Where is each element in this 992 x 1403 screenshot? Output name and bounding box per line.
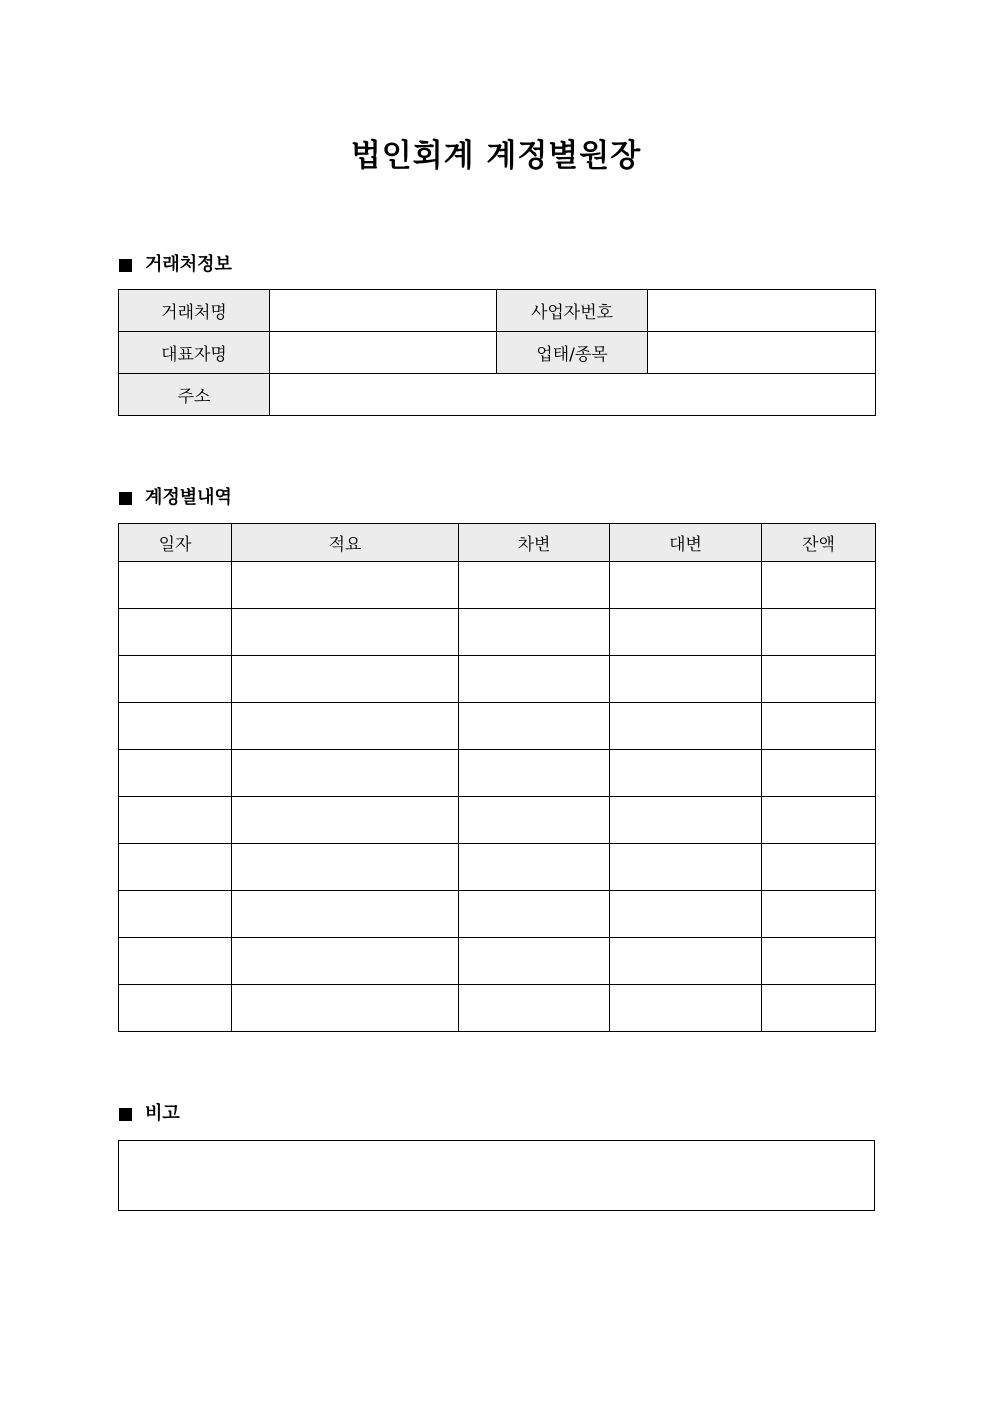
client-info-row (119, 332, 876, 374)
business-type-field[interactable] (648, 332, 876, 374)
ledger-cell-credit[interactable] (610, 985, 762, 1032)
ledger-row (119, 656, 876, 703)
client-info-heading-text: 거래처정보 (145, 254, 232, 275)
ledger-cell-credit[interactable] (610, 562, 762, 609)
ledger-cell-date[interactable] (119, 562, 232, 609)
ledger-cell-debit[interactable] (459, 609, 610, 656)
ledger-cell-debit[interactable] (459, 562, 610, 609)
ledger-cell-debit[interactable] (459, 797, 610, 844)
ledger-row (119, 844, 876, 891)
ledger-row (119, 609, 876, 656)
ledger-cell-credit[interactable] (610, 797, 762, 844)
ledger-cell-description[interactable] (232, 656, 459, 703)
page-title: 법인회계 계정별원장 (350, 138, 642, 174)
ledger-header-row (119, 524, 876, 562)
ledger-cell-balance[interactable] (762, 656, 876, 703)
ledger-cell-credit[interactable] (610, 750, 762, 797)
square-bullet-icon (119, 1108, 132, 1121)
column-header-debit: 차변 (459, 524, 610, 562)
ledger-row (119, 891, 876, 938)
ledger-body (119, 562, 876, 1032)
ledger-cell-date[interactable] (119, 750, 232, 797)
ledger-cell-description[interactable] (232, 938, 459, 985)
column-header-description: 적요 (232, 524, 459, 562)
ledger-cell-description[interactable] (232, 750, 459, 797)
ledger-table (118, 523, 876, 1032)
ledger-cell-description[interactable] (232, 797, 459, 844)
representative-label: 대표자명 (119, 332, 270, 374)
client-info-heading (119, 252, 232, 278)
ledger-row (119, 703, 876, 750)
remarks-heading-text: 비고 (145, 1103, 180, 1124)
ledger-cell-balance[interactable] (762, 609, 876, 656)
business-number-label: 사업자번호 (497, 290, 648, 332)
ledger-cell-date[interactable] (119, 938, 232, 985)
ledger-cell-balance[interactable] (762, 985, 876, 1032)
business-number-field[interactable] (648, 290, 876, 332)
ledger-cell-description[interactable] (232, 562, 459, 609)
ledger-cell-credit[interactable] (610, 844, 762, 891)
square-bullet-icon (119, 492, 132, 505)
ledger-heading (119, 485, 232, 511)
representative-field[interactable] (270, 332, 497, 374)
ledger-cell-credit[interactable] (610, 656, 762, 703)
ledger-cell-date[interactable] (119, 891, 232, 938)
column-header-date: 일자 (119, 524, 232, 562)
ledger-cell-credit[interactable] (610, 891, 762, 938)
ledger-cell-debit[interactable] (459, 750, 610, 797)
remarks-heading (119, 1101, 180, 1127)
ledger-cell-description[interactable] (232, 985, 459, 1032)
ledger-cell-debit[interactable] (459, 891, 610, 938)
ledger-cell-date[interactable] (119, 609, 232, 656)
ledger-row (119, 938, 876, 985)
ledger-cell-debit[interactable] (459, 938, 610, 985)
ledger-cell-description[interactable] (232, 609, 459, 656)
business-type-label: 업태/종목 (497, 332, 648, 374)
ledger-cell-balance[interactable] (762, 562, 876, 609)
ledger-cell-debit[interactable] (459, 844, 610, 891)
ledger-cell-date[interactable] (119, 656, 232, 703)
ledger-cell-debit[interactable] (459, 703, 610, 750)
ledger-cell-description[interactable] (232, 703, 459, 750)
ledger-cell-credit[interactable] (610, 703, 762, 750)
address-field[interactable] (270, 374, 876, 416)
ledger-cell-debit[interactable] (459, 985, 610, 1032)
ledger-cell-balance[interactable] (762, 938, 876, 985)
remarks-field[interactable] (118, 1140, 875, 1211)
ledger-cell-date[interactable] (119, 844, 232, 891)
column-header-balance: 잔액 (762, 524, 876, 562)
ledger-cell-balance[interactable] (762, 703, 876, 750)
ledger-row (119, 750, 876, 797)
address-label: 주소 (119, 374, 270, 416)
ledger-cell-balance[interactable] (762, 797, 876, 844)
ledger-cell-credit[interactable] (610, 609, 762, 656)
ledger-cell-balance[interactable] (762, 891, 876, 938)
ledger-cell-description[interactable] (232, 844, 459, 891)
ledger-cell-balance[interactable] (762, 750, 876, 797)
ledger-cell-credit[interactable] (610, 938, 762, 985)
ledger-row (119, 985, 876, 1032)
column-header-credit: 대변 (610, 524, 762, 562)
client-info-row (119, 290, 876, 332)
ledger-cell-description[interactable] (232, 891, 459, 938)
ledger-cell-date[interactable] (119, 797, 232, 844)
client-info-row (119, 374, 876, 416)
ledger-cell-date[interactable] (119, 703, 232, 750)
client-name-label: 거래처명 (119, 290, 270, 332)
ledger-row (119, 562, 876, 609)
client-name-field[interactable] (270, 290, 497, 332)
ledger-heading-text: 계정별내역 (145, 487, 232, 508)
ledger-row (119, 797, 876, 844)
ledger-cell-date[interactable] (119, 985, 232, 1032)
ledger-cell-balance[interactable] (762, 844, 876, 891)
client-info-table (118, 289, 876, 416)
square-bullet-icon (119, 259, 132, 272)
ledger-cell-debit[interactable] (459, 656, 610, 703)
